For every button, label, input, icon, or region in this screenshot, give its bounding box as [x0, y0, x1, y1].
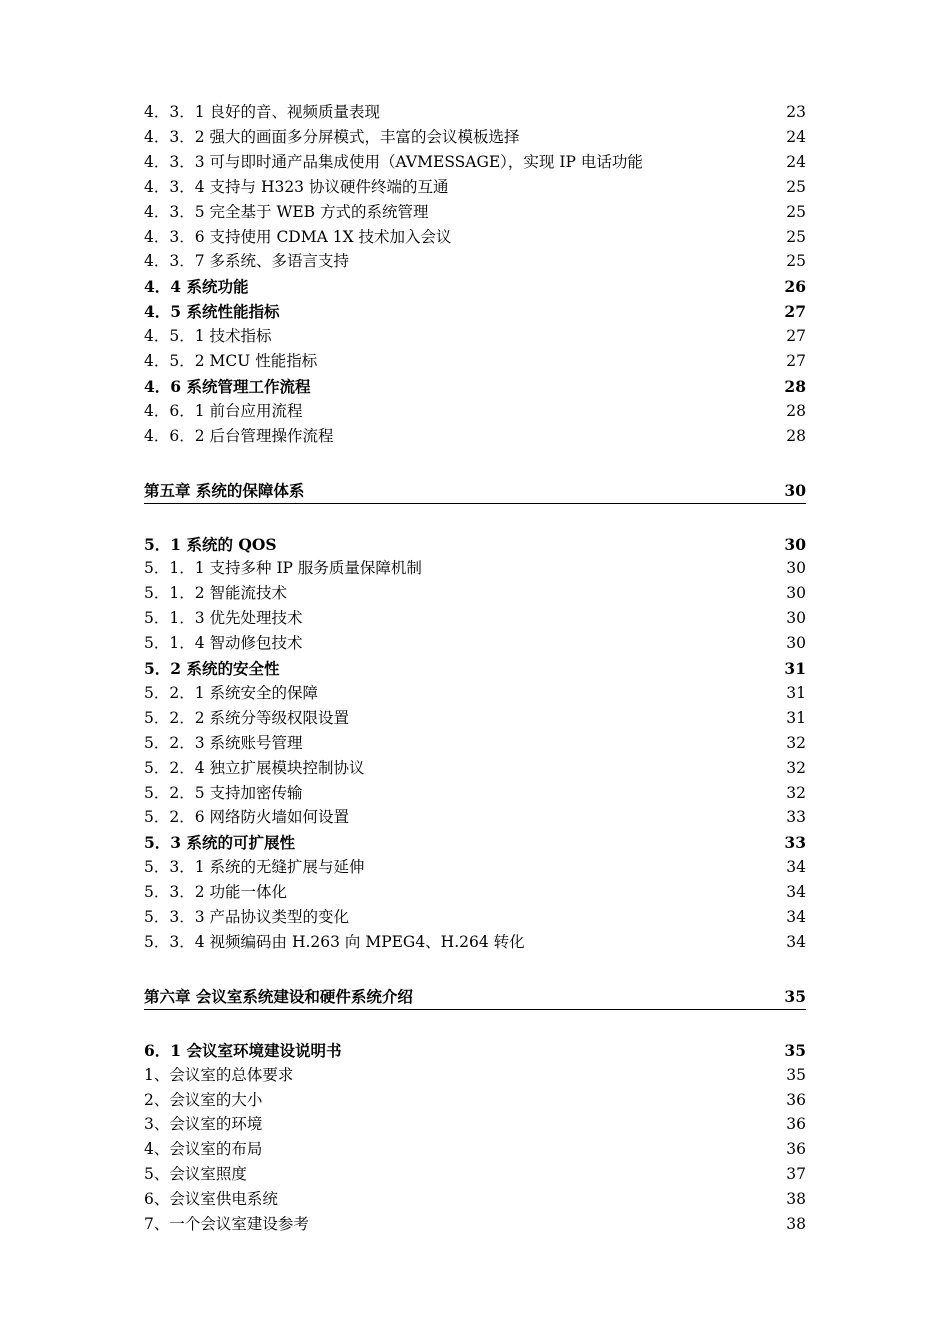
toc-entry-title: 5．2．6 网络防火墙如何设置 — [144, 808, 350, 827]
toc-entry-page: 24 — [786, 127, 806, 146]
toc-entry[interactable] — [144, 1137, 806, 1162]
toc-entry-title: 4．6 系统管理工作流程 — [144, 376, 311, 396]
toc-entry-title: 1、会议室的总体要求 — [144, 1065, 294, 1084]
toc-entry[interactable] — [144, 581, 806, 606]
toc-entry-title: 第六章 会议室系统建设和硬件系统介绍 — [144, 986, 413, 1006]
toc-entry[interactable] — [144, 324, 806, 349]
toc-entry-title: 4．3．6 支持使用 CDMA 1X 技术加入会议 — [144, 227, 452, 246]
toc-entry-page: 23 — [786, 103, 806, 121]
toc-section-entry[interactable] — [144, 830, 806, 855]
toc-entry[interactable] — [144, 681, 806, 706]
toc-entry-title: 4．3．5 完全基于 WEB 方式的系统管理 — [144, 202, 429, 221]
toc-entry-title: 4．5．2 MCU 性能指标 — [144, 352, 318, 370]
toc-entry-page: 30 — [784, 534, 806, 554]
toc-entry[interactable] — [144, 1063, 806, 1088]
toc-entry-page: 37 — [786, 1165, 806, 1184]
toc-entry[interactable] — [144, 631, 806, 656]
toc-entry[interactable] — [144, 200, 806, 225]
toc-entry[interactable] — [144, 424, 806, 449]
toc-entry-title: 3、会议室的环境 — [144, 1115, 263, 1134]
toc-entry[interactable] — [144, 756, 806, 781]
toc-entry[interactable] — [144, 855, 806, 880]
toc-entry[interactable] — [144, 880, 806, 905]
toc-entry-page: 30 — [786, 609, 806, 628]
toc-entry[interactable] — [144, 905, 806, 930]
toc-entry-title: 5．3．1 系统的无缝扩展与延伸 — [144, 858, 365, 877]
toc-entry-title: 5．3．4 视频编码由 H.263 向 MPEG4、H.264 转化 — [144, 932, 525, 951]
toc-entry-title: 5．1 系统的 QOS — [144, 534, 277, 554]
toc-entry-title: 4．3．3 可与即时通产品集成使用（AVMESSAGE），实现 IP 电话功能 — [144, 152, 643, 171]
toc-entry-page: 34 — [786, 883, 806, 902]
toc-entry-page: 25 — [786, 202, 806, 221]
toc-entry-page: 28 — [786, 401, 806, 420]
toc-entry[interactable] — [144, 150, 806, 175]
toc-entry[interactable] — [144, 556, 806, 581]
toc-entry-page: 38 — [786, 1215, 806, 1233]
toc-entry-page: 30 — [784, 480, 806, 500]
toc-entry-title: 5．1．4 智动修包技术 — [144, 634, 303, 653]
toc-entry-page: 35 — [786, 1065, 806, 1084]
toc-entry-page: 28 — [784, 376, 806, 396]
toc-section-entry[interactable] — [144, 532, 806, 557]
toc-entry-page: 36 — [786, 1140, 806, 1159]
toc-entry-page: 32 — [786, 733, 806, 752]
toc-entry[interactable] — [144, 731, 806, 756]
toc-entry[interactable] — [144, 805, 806, 830]
toc-entry[interactable] — [144, 399, 806, 424]
toc-entry-title: 5．3．2 功能一体化 — [144, 883, 288, 902]
toc-entry-title: 5、会议室照度 — [144, 1165, 247, 1184]
toc-entry-title: 5．3．3 产品协议类型的变化 — [144, 908, 350, 926]
toc-entry[interactable] — [144, 1212, 806, 1237]
toc-entry[interactable] — [144, 1187, 806, 1212]
toc-entry[interactable] — [144, 1088, 806, 1113]
toc-entry-page: 33 — [784, 833, 806, 853]
toc-entry-page: 35 — [784, 986, 806, 1006]
toc-entry-title: 第五章 系统的保障体系 — [144, 480, 305, 500]
toc-entry-title: 4．3．7 多系统、多语言支持 — [144, 252, 350, 271]
toc-entry-page: 34 — [786, 932, 806, 951]
toc-entry-title: 5．2．3 系统账号管理 — [144, 733, 303, 752]
toc-chapter-entry[interactable] — [144, 984, 806, 1010]
toc-entry-title: 5．1．3 优先处理技术 — [144, 609, 303, 628]
toc-entry-title: 2、会议室的大小 — [144, 1090, 263, 1109]
toc-entry-page: 30 — [786, 584, 806, 603]
toc-entry-page: 27 — [786, 327, 806, 346]
toc-entry-title: 4．5 系统性能指标 — [144, 302, 280, 322]
toc-entry-title: 4．5．1 技术指标 — [144, 327, 272, 346]
toc-entry[interactable] — [144, 175, 806, 200]
toc-entry-page: 32 — [786, 758, 806, 777]
toc-entry-title: 4．3．1 良好的音、视频质量表现 — [144, 103, 381, 121]
toc-entry-title: 4．3．4 支持与 H323 协议硬件终端的互通 — [144, 177, 449, 196]
toc-entry-title: 5．2．2 系统分等级权限设置 — [144, 708, 350, 727]
toc-entry[interactable] — [144, 706, 806, 731]
toc-entry-page: 28 — [786, 426, 806, 445]
toc-entry-page: 35 — [784, 1040, 806, 1060]
toc-entry[interactable] — [144, 930, 806, 955]
toc-entry-page: 31 — [784, 659, 806, 678]
toc-entry-page: 27 — [786, 352, 806, 370]
toc-chapter-entry[interactable] — [144, 478, 806, 504]
toc-section-entry[interactable] — [144, 374, 806, 399]
toc-entry-page: 25 — [786, 252, 806, 271]
toc-entry[interactable] — [144, 100, 806, 125]
toc-entry-page: 32 — [786, 783, 806, 802]
toc-entry-title: 5．2．4 独立扩展模块控制协议 — [144, 758, 365, 777]
toc-entry-title: 4、会议室的布局 — [144, 1140, 263, 1159]
toc-entry[interactable] — [144, 606, 806, 631]
toc-entry-title: 4．4 系统功能 — [144, 277, 249, 297]
toc-entry-title: 4．6．2 后台管理操作流程 — [144, 426, 334, 445]
toc-entry-page: 31 — [786, 683, 806, 702]
toc-entry-page: 31 — [786, 708, 806, 727]
toc-entry-title: 6、会议室供电系统 — [144, 1190, 278, 1209]
toc-entry[interactable] — [144, 1112, 806, 1137]
toc-entry-page: 24 — [786, 152, 806, 171]
toc-entry[interactable] — [144, 781, 806, 806]
toc-entry[interactable] — [144, 125, 806, 150]
toc-entry-page: 36 — [786, 1090, 806, 1109]
toc-entry-page: 26 — [784, 277, 806, 297]
toc-entry[interactable] — [144, 225, 806, 250]
toc-entry-title: 5．3 系统的可扩展性 — [144, 833, 295, 853]
toc-entry-page: 34 — [786, 858, 806, 877]
toc-entry-page: 33 — [786, 808, 806, 827]
toc-entry-page: 38 — [786, 1190, 806, 1209]
toc-entry-page: 30 — [786, 559, 806, 578]
toc-entry-title: 5．2 系统的安全性 — [144, 659, 280, 678]
toc-entry[interactable] — [144, 249, 806, 274]
toc-entry-page: 25 — [786, 177, 806, 196]
toc-entry-title: 7、一个会议室建设参考 — [144, 1215, 309, 1233]
toc-entry-page: 36 — [786, 1115, 806, 1134]
toc-entry[interactable] — [144, 1162, 806, 1187]
toc-section-entry[interactable] — [144, 274, 806, 299]
toc-entry-page: 34 — [786, 908, 806, 926]
toc-section-entry[interactable] — [144, 1038, 806, 1063]
toc-entry-title: 4．6．1 前台应用流程 — [144, 401, 303, 420]
toc-entry-title: 5．1．2 智能流技术 — [144, 584, 288, 603]
toc-section-entry[interactable] — [144, 299, 806, 324]
toc-entry-title: 5．1．1 支持多种 IP 服务质量保障机制 — [144, 559, 422, 578]
toc-section-entry[interactable] — [144, 656, 806, 681]
toc-entry[interactable] — [144, 349, 806, 374]
toc-entry-title: 5．2．5 支持加密传输 — [144, 783, 303, 802]
toc-entry-title: 4．3．2 强大的画面多分屏模式，丰富的会议模板选择 — [144, 127, 520, 146]
toc-entry-title: 5．2．1 系统安全的保障 — [144, 683, 319, 702]
toc-entry-page: 27 — [784, 302, 806, 322]
toc-entry-page: 30 — [786, 634, 806, 653]
toc-entry-title: 6．1 会议室环境建设说明书 — [144, 1040, 342, 1060]
toc-entry-page: 25 — [786, 227, 806, 246]
